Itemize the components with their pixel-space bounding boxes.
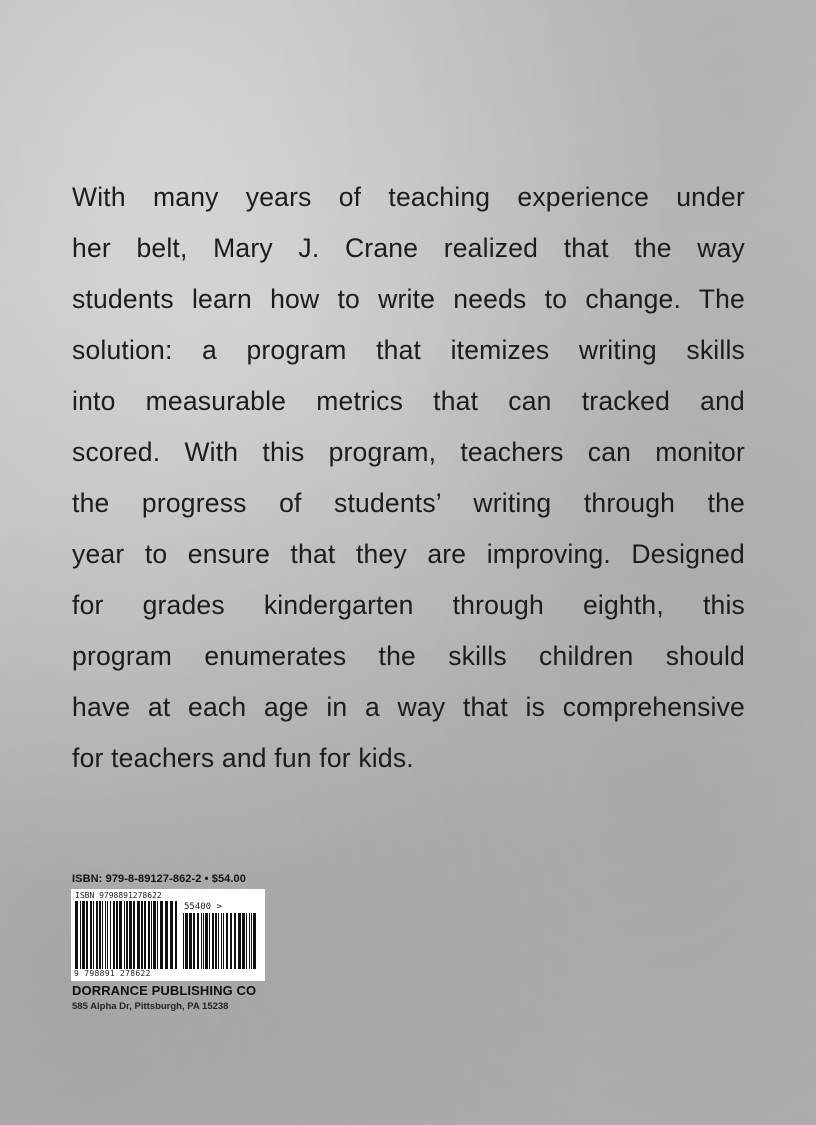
barcode-bar [230,913,232,969]
barcode-bars [75,901,179,969]
barcode-bar [221,913,222,969]
barcode-bar [212,913,214,969]
barcode-bar [133,901,135,969]
barcode-bar [144,901,146,969]
barcode-bar [116,901,118,969]
barcode-bar [185,913,188,969]
barcode-bar [124,901,125,969]
barcode-bar [153,901,156,969]
barcode-isbn-label: ISBN 9798891278622 [75,891,162,900]
barcode-bar [160,901,163,969]
barcode-bar [82,901,85,969]
barcode-bar [75,901,78,969]
barcode-bar [126,901,128,969]
barcode-bar [151,901,152,969]
blurb-line: solution: a program that itemizes writing skills [72,335,745,365]
barcode-bar [175,901,177,969]
blurb-line: her belt, Mary J. Crane realized that the way [72,233,745,263]
isbn-price-line: ISBN: 979-8-89127-862-2 • $54.00 [72,873,246,885]
barcode-bar [107,901,108,969]
publisher-name: DORRANCE PUBLISHING CO [72,983,257,998]
barcode-bar [129,901,132,969]
barcode-bar [234,913,236,969]
barcode-bar [226,913,228,969]
barcode-bar [119,901,122,969]
blurb-line: program enumerates the skills children should [72,641,745,671]
barcode-bar [253,913,256,969]
barcode-bar [86,901,88,969]
blurb-line: year to ensure that they are improving. Designed [72,539,745,569]
barcode-bar [249,913,250,969]
blurb-line: the progress of students’ writing through the [72,488,745,518]
barcode-bar [148,901,150,969]
barcode-bar [80,901,81,969]
blurb-line: scored. With this program, teachers can monitor [72,437,745,467]
barcode-bar [105,901,106,969]
barcode-bar [99,901,101,969]
barcode-bar [90,901,92,969]
publisher-address: 585 Alpha Dr, Pittsburgh, PA 15238 [72,1001,229,1012]
barcode-bar [183,913,184,969]
blurb-line: for teachers and fun for kids. [72,743,414,773]
blurb-line: With many years of teaching experience under [72,182,745,212]
barcode-bar [223,913,224,969]
barcode-bar [197,913,199,969]
barcode-bar [110,901,111,969]
barcode-bar [165,901,168,969]
barcode-addon-bars [183,913,259,969]
barcode-bar [251,913,252,969]
barcode-bar [102,901,103,969]
barcode-bar [218,913,219,969]
barcode-bar [215,913,217,969]
barcode-bar [203,913,204,969]
barcode-bar [96,901,98,969]
barcode-bar [141,901,143,969]
barcode [71,889,265,981]
barcode-bar [113,901,115,969]
barcode-bar [193,913,195,969]
barcode-bar [246,913,247,969]
barcode-bar [209,913,210,969]
barcode-bar [157,901,158,969]
barcode-bar [137,901,140,969]
barcode-bar [201,913,202,969]
barcode-bar [238,913,241,969]
barcode-bar [170,901,173,969]
blurb-line: for grades kindergarten through eighth, this [72,590,745,620]
barcode-bar [205,913,208,969]
barcode-price-code: 55400 > [184,902,222,912]
blurb-line: have at each age in a way that is comprehensive [72,692,745,722]
barcode-digits: 9 798891 278622 [74,969,151,978]
barcode-bar [189,913,192,969]
barcode-bar [93,901,94,969]
blurb-line: into measurable metrics that can tracked and [72,386,745,416]
blurb-line: students learn how to write needs to change. The [72,284,745,314]
back-cover-blurb [72,172,745,784]
barcode-bar [242,913,245,969]
